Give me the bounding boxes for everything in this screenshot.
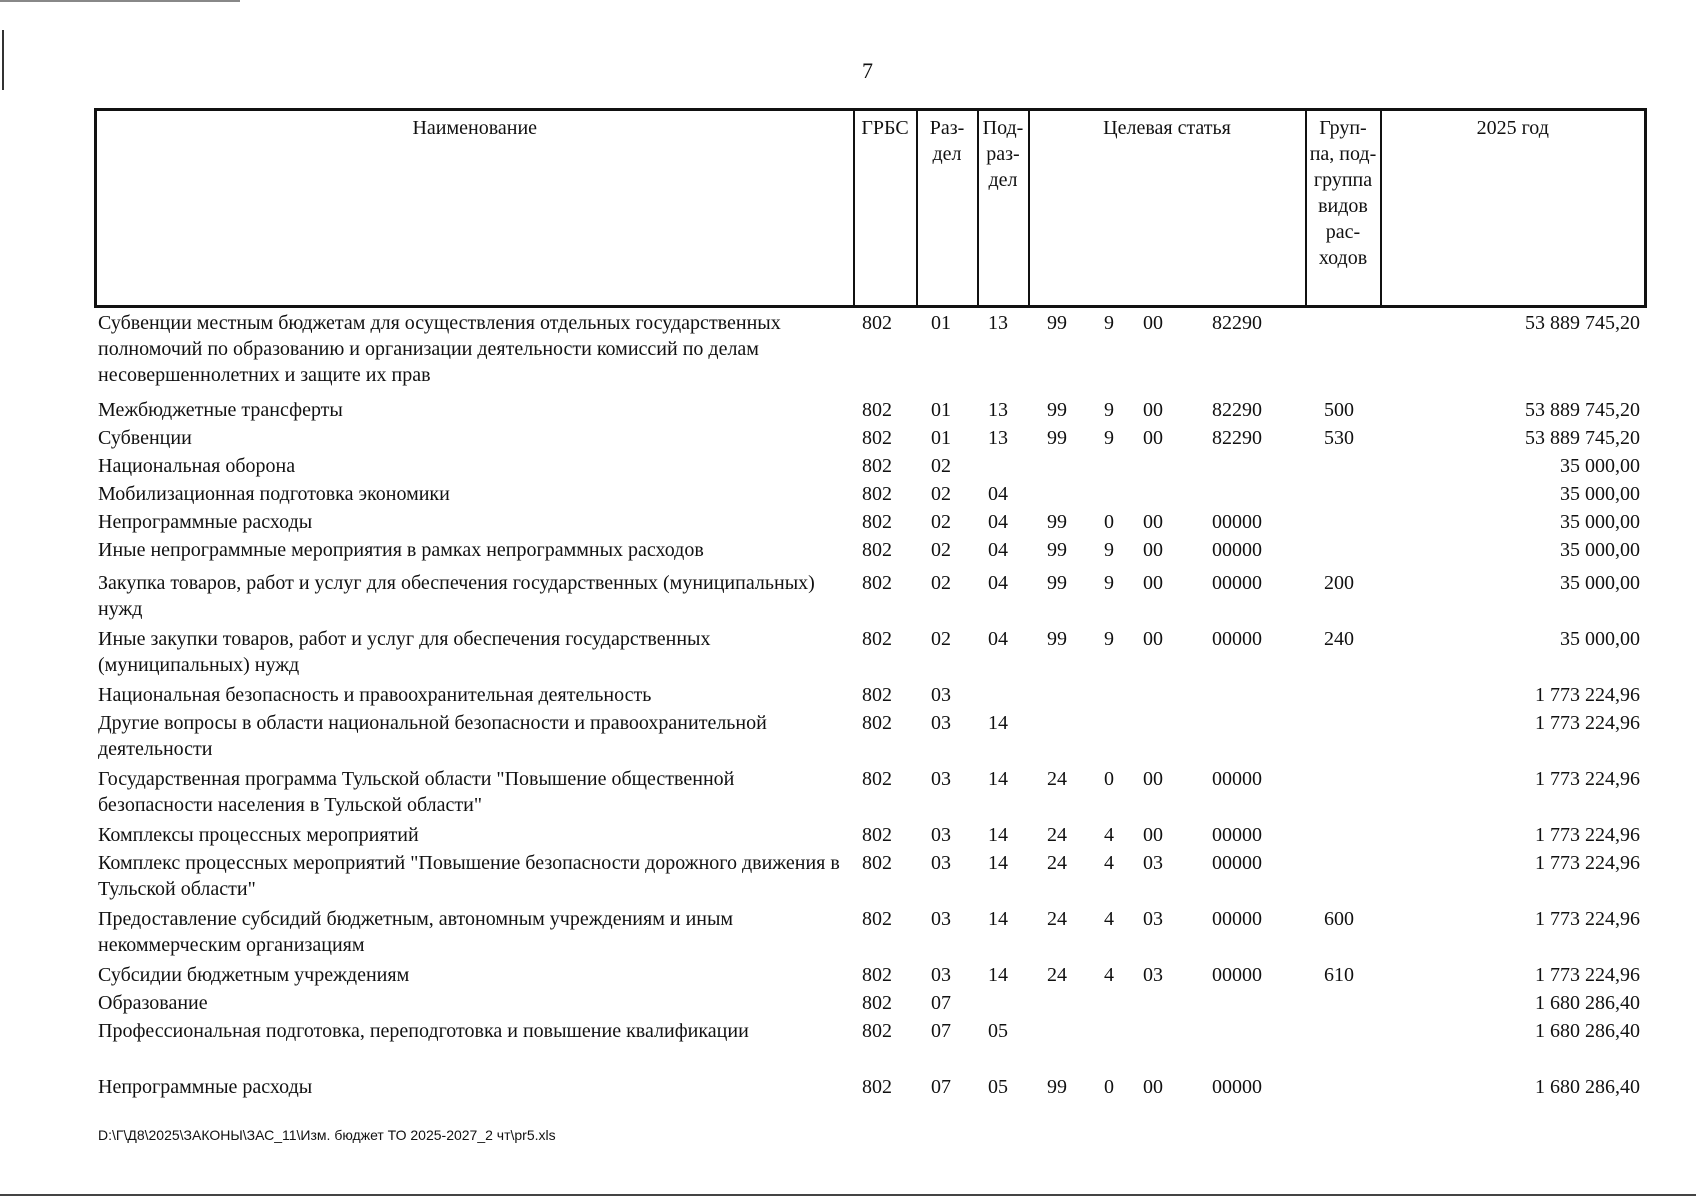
cell-grbs: 802 <box>862 511 892 533</box>
cell-podr: 04 <box>988 539 1008 561</box>
header-target-article: Целевая статья <box>1029 110 1306 307</box>
cell-t4: 00000 <box>1212 824 1262 846</box>
cell-razd: 03 <box>931 964 951 986</box>
cell-t4: 82290 <box>1212 427 1262 449</box>
cell-grbs: 802 <box>862 427 892 449</box>
cell-t3: 00 <box>1143 628 1163 650</box>
cell-razd: 03 <box>931 684 951 706</box>
cell-name: Межбюджетные трансферты <box>98 399 343 421</box>
cell-t1: 99 <box>1047 312 1067 334</box>
cell-razd: 03 <box>931 768 951 790</box>
cell-t1: 99 <box>1047 628 1067 650</box>
cell-razd: 01 <box>931 312 951 334</box>
cell-t2: 4 <box>1104 908 1114 930</box>
cell-t1: 24 <box>1047 768 1067 790</box>
header-name: Наименование <box>96 110 854 307</box>
cell-razd: 03 <box>931 824 951 846</box>
cell-name: Государственная программа Тульской области "Повышение общественной безопасности населения в Тульской области" <box>98 768 735 816</box>
cell-podr: 14 <box>988 712 1008 734</box>
cell-podr: 05 <box>988 1020 1008 1042</box>
cell-grp: 610 <box>1324 964 1354 986</box>
cell-grp: 240 <box>1324 628 1354 650</box>
footer-file-path: D:\Г\Д8\2025\ЗАКОНЫ\ЗАС_11\Изм. бюджет ТО 2025-2027_2 чт\pr5.xls <box>98 1127 556 1143</box>
cell-sum: 35 000,00 <box>1560 628 1640 650</box>
cell-razd: 03 <box>931 908 951 930</box>
cell-podr: 13 <box>988 427 1008 449</box>
cell-t3: 00 <box>1143 572 1163 594</box>
cell-razd: 01 <box>931 427 951 449</box>
cell-razd: 03 <box>931 712 951 734</box>
cell-razd: 02 <box>931 455 951 477</box>
cell-t1: 99 <box>1047 511 1067 533</box>
cell-name: Непрограммные расходы <box>98 511 313 533</box>
cell-razd: 02 <box>931 572 951 594</box>
cell-t3: 00 <box>1143 399 1163 421</box>
cell-t2: 9 <box>1104 539 1114 561</box>
cell-t4: 00000 <box>1212 628 1262 650</box>
cell-grbs: 802 <box>862 483 892 505</box>
cell-name: Непрограммные расходы <box>98 1076 313 1098</box>
cell-razd: 07 <box>931 992 951 1014</box>
cell-name: Иные непрограммные мероприятия в рамках непрограммных расходов <box>98 539 704 561</box>
cell-sum: 1 773 224,96 <box>1535 768 1640 790</box>
cell-t3: 00 <box>1143 824 1163 846</box>
cell-grbs: 802 <box>862 455 892 477</box>
cell-t4: 00000 <box>1212 539 1262 561</box>
cell-name: Образование <box>98 992 208 1014</box>
cell-sum: 35 000,00 <box>1560 572 1640 594</box>
cell-t1: 24 <box>1047 964 1067 986</box>
cell-t3: 00 <box>1143 427 1163 449</box>
cell-razd: 02 <box>931 483 951 505</box>
cell-razd: 01 <box>931 399 951 421</box>
cell-t3: 00 <box>1143 312 1163 334</box>
cell-sum: 35 000,00 <box>1560 539 1640 561</box>
cell-t2: 9 <box>1104 427 1114 449</box>
cell-t2: 9 <box>1104 399 1114 421</box>
cell-name: Иные закупки товаров, работ и услуг для обеспечения государственных (муниципальных) нужд <box>98 628 711 676</box>
cell-t4: 82290 <box>1212 312 1262 334</box>
cell-grbs: 802 <box>862 684 892 706</box>
cell-podr: 04 <box>988 511 1008 533</box>
cell-grp: 200 <box>1324 572 1354 594</box>
cell-t3: 03 <box>1143 908 1163 930</box>
cell-podr: 13 <box>988 312 1008 334</box>
cell-grbs: 802 <box>862 1076 892 1098</box>
cell-podr: 14 <box>988 824 1008 846</box>
header-podrazdel: Под- раз- дел <box>978 110 1029 307</box>
cell-razd: 02 <box>931 511 951 533</box>
cell-t2: 9 <box>1104 312 1114 334</box>
cell-grbs: 802 <box>862 312 892 334</box>
cell-t4: 82290 <box>1212 399 1262 421</box>
cell-t3: 03 <box>1143 964 1163 986</box>
cell-podr: 13 <box>988 399 1008 421</box>
cell-t2: 9 <box>1104 572 1114 594</box>
cell-t1: 99 <box>1047 572 1067 594</box>
cell-name: Национальная безопасность и правоохранительная деятельность <box>98 684 652 706</box>
cell-t4: 00000 <box>1212 908 1262 930</box>
cell-grbs: 802 <box>862 908 892 930</box>
cell-name: Профессиональная подготовка, переподготовка и повышение квалификации <box>98 1020 749 1042</box>
cell-t1: 24 <box>1047 824 1067 846</box>
cell-grbs: 802 <box>862 572 892 594</box>
cell-t4: 00000 <box>1212 852 1262 874</box>
cell-razd: 03 <box>931 852 951 874</box>
cell-t1: 99 <box>1047 399 1067 421</box>
cell-sum: 1 773 224,96 <box>1535 964 1640 986</box>
cell-sum: 1 773 224,96 <box>1535 908 1640 930</box>
cell-t2: 9 <box>1104 628 1114 650</box>
cell-sum: 1 680 286,40 <box>1535 1076 1640 1098</box>
cell-name: Другие вопросы в области национальной безопасности и правоохранительной деятельности <box>98 712 767 760</box>
cell-t2: 0 <box>1104 1076 1114 1098</box>
cell-podr: 04 <box>988 628 1008 650</box>
cell-t3: 00 <box>1143 1076 1163 1098</box>
cell-name: Национальная оборона <box>98 455 296 477</box>
cell-name: Закупка товаров, работ и услуг для обеспечения государственных (муниципальных) нужд <box>98 572 815 620</box>
cell-podr: 14 <box>988 768 1008 790</box>
cell-sum: 53 889 745,20 <box>1525 427 1640 449</box>
cell-t2: 4 <box>1104 964 1114 986</box>
cell-name: Субвенции <box>98 427 192 449</box>
cell-grp: 530 <box>1324 427 1354 449</box>
cell-podr: 14 <box>988 964 1008 986</box>
cell-grbs: 802 <box>862 992 892 1014</box>
cell-t4: 00000 <box>1212 572 1262 594</box>
cell-t1: 24 <box>1047 852 1067 874</box>
cell-t1: 24 <box>1047 908 1067 930</box>
cell-t2: 0 <box>1104 768 1114 790</box>
cell-grbs: 802 <box>862 399 892 421</box>
cell-grbs: 802 <box>862 539 892 561</box>
cell-t3: 00 <box>1143 539 1163 561</box>
cell-t1: 99 <box>1047 1076 1067 1098</box>
cell-t4: 00000 <box>1212 1076 1262 1098</box>
header-expense-group: Груп- па, под- группа видов рас- ходов <box>1306 110 1381 307</box>
cell-razd: 07 <box>931 1020 951 1042</box>
cell-t2: 0 <box>1104 511 1114 533</box>
cell-sum: 1 773 224,96 <box>1535 852 1640 874</box>
cell-t3: 00 <box>1143 511 1163 533</box>
cell-grbs: 802 <box>862 768 892 790</box>
cell-name: Субсидии бюджетным учреждениям <box>98 964 410 986</box>
cell-podr: 14 <box>988 908 1008 930</box>
cell-sum: 1 680 286,40 <box>1535 992 1640 1014</box>
cell-grbs: 802 <box>862 852 892 874</box>
header-grbs: ГРБС <box>854 110 917 307</box>
cell-sum: 53 889 745,20 <box>1525 399 1640 421</box>
cell-t4: 00000 <box>1212 964 1262 986</box>
cell-t4: 00000 <box>1212 511 1262 533</box>
cell-sum: 1 680 286,40 <box>1535 1020 1640 1042</box>
cell-t1: 99 <box>1047 427 1067 449</box>
cell-t3: 03 <box>1143 852 1163 874</box>
cell-name: Комплекс процессных мероприятий "Повышение безопасности дорожного движения в Тульской области" <box>98 852 840 900</box>
cell-t4: 00000 <box>1212 768 1262 790</box>
cell-grp: 600 <box>1324 908 1354 930</box>
cell-podr: 04 <box>988 572 1008 594</box>
header-year: 2025 год <box>1381 110 1646 307</box>
cell-sum: 53 889 745,20 <box>1525 312 1640 334</box>
cell-grp: 500 <box>1324 399 1354 421</box>
cell-name: Предоставление субсидий бюджетным, автономным учреждениям и иным некоммерческим организациям <box>98 908 734 956</box>
cell-name: Комплексы процессных мероприятий <box>98 824 419 846</box>
cell-razd: 02 <box>931 628 951 650</box>
header-razdel: Раз- дел <box>917 110 978 307</box>
cell-t3: 00 <box>1143 768 1163 790</box>
cell-grbs: 802 <box>862 824 892 846</box>
cell-podr: 05 <box>988 1076 1008 1098</box>
cell-sum: 1 773 224,96 <box>1535 712 1640 734</box>
cell-t2: 4 <box>1104 824 1114 846</box>
cell-sum: 35 000,00 <box>1560 483 1640 505</box>
cell-name: Субвенции местным бюджетам для осуществления отдельных государственных полномочий по образованию и организации деятельности комиссий по делам несовершеннолетних и защите их прав <box>98 312 781 386</box>
cell-grbs: 802 <box>862 1020 892 1042</box>
cell-sum: 1 773 224,96 <box>1535 684 1640 706</box>
cell-grbs: 802 <box>862 712 892 734</box>
cell-grbs: 802 <box>862 964 892 986</box>
cell-sum: 1 773 224,96 <box>1535 824 1640 846</box>
cell-t2: 4 <box>1104 852 1114 874</box>
cell-podr: 04 <box>988 483 1008 505</box>
cell-razd: 02 <box>931 539 951 561</box>
cell-name: Мобилизационная подготовка экономики <box>98 483 450 505</box>
cell-sum: 35 000,00 <box>1560 455 1640 477</box>
cell-razd: 07 <box>931 1076 951 1098</box>
page-number: 7 <box>862 58 873 83</box>
cell-t1: 99 <box>1047 539 1067 561</box>
cell-sum: 35 000,00 <box>1560 511 1640 533</box>
cell-podr: 14 <box>988 852 1008 874</box>
cell-grbs: 802 <box>862 628 892 650</box>
